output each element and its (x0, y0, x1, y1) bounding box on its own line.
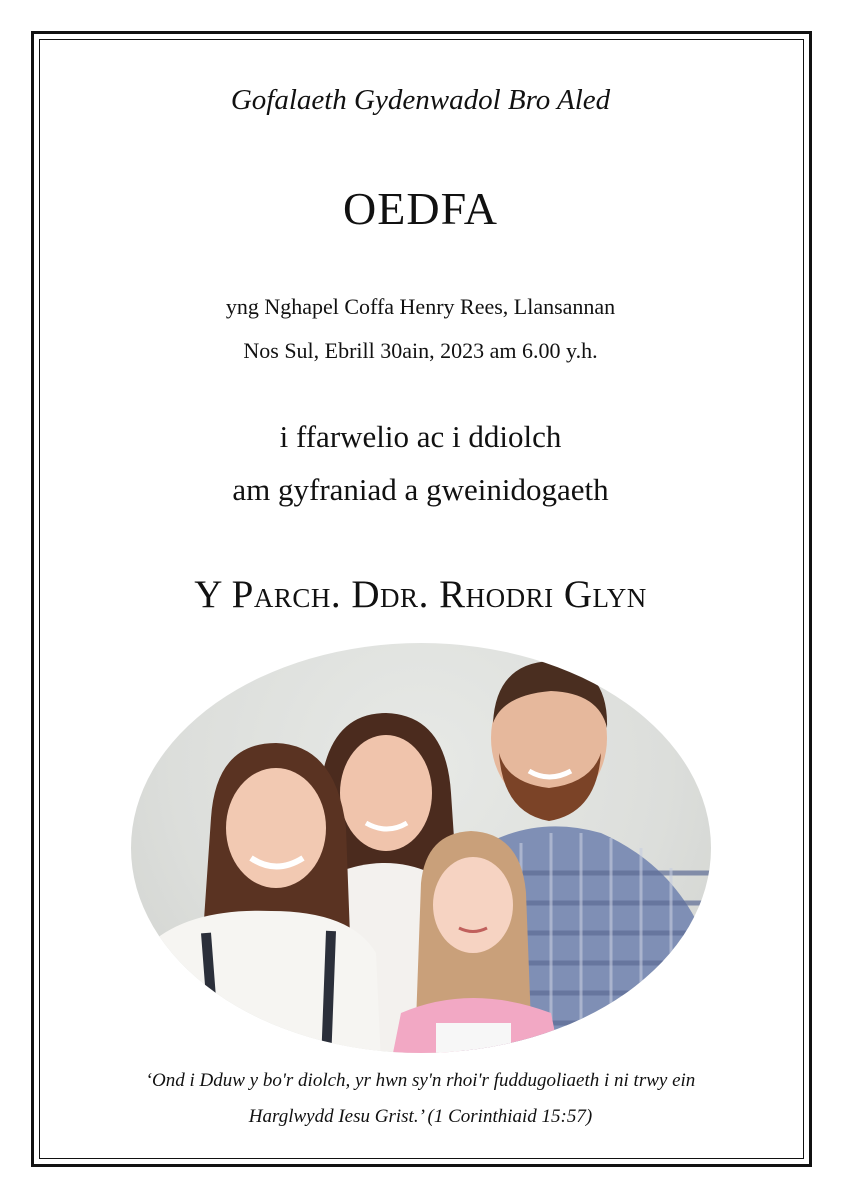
bible-quote-line-2: Harglwydd Iesu Grist.’ (1 Corinthiaid 15:57) (248, 1106, 593, 1127)
organisation-heading: Gofalaeth Gydenwadol Bro Aled (230, 84, 611, 116)
purpose-line-2: am gyfraniad a gweinidogaeth (232, 472, 609, 507)
venue-text: yng Nghapel Coffa Henry Rees, Llansannan (225, 294, 616, 319)
minister-name: Y Parch. Ddr. Rhodri Glyn (194, 573, 647, 616)
page-title: OEDFA (343, 183, 498, 234)
family-photo (131, 643, 711, 1053)
datetime-text: Nos Sul, Ebrill 30ain, 2023 am 6.00 y.h. (243, 338, 598, 363)
family-photo-illustration (131, 643, 711, 1053)
purpose-line-1: i ffarwelio ac i ddiolch (279, 419, 562, 454)
bible-quote-line-1: ‘Ond i Dduw y bo'r diolch, yr hwn sy'n rhoi'r fuddugoliaeth i ni trwy ein (145, 1070, 696, 1091)
